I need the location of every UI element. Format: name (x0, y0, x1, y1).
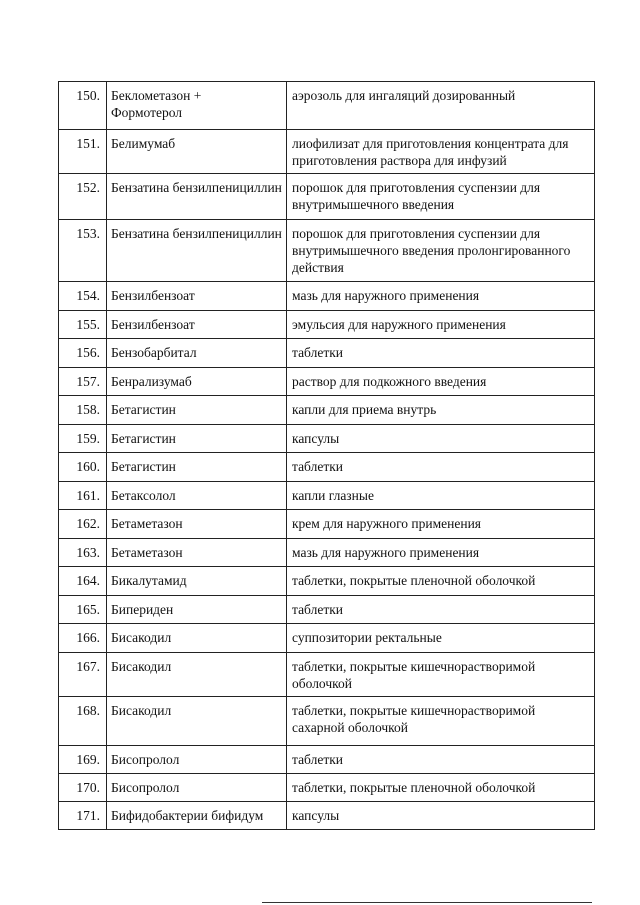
row-number: 167. (59, 653, 107, 697)
table-row (59, 311, 595, 339)
dosage-form: капсулы (287, 802, 595, 830)
table-row (59, 282, 595, 311)
row-number: 152. (59, 174, 107, 220)
drug-name: Бикалутамид (107, 567, 287, 596)
row-number: 169. (59, 746, 107, 774)
row-number: 163. (59, 539, 107, 567)
dosage-form: мазь для наружного применения (287, 282, 595, 311)
row-number: 151. (59, 130, 107, 174)
table-row (59, 220, 595, 282)
drug-name: Бензилбензоат (107, 311, 287, 339)
table-row (59, 482, 595, 510)
drug-name: Бисакодил (107, 624, 287, 653)
table-row (59, 396, 595, 425)
dosage-form: таблетки (287, 596, 595, 624)
dosage-form: порошок для приготовления суспензии для внутримышечного введения (287, 174, 595, 220)
drug-name: Белимумаб (107, 130, 287, 174)
drug-name: Беклометазон + Формотерол (107, 82, 287, 130)
row-number: 160. (59, 453, 107, 482)
table-row (59, 453, 595, 482)
drug-name: Бензилбензоат (107, 282, 287, 311)
row-number: 170. (59, 774, 107, 802)
drug-name: Бетагистин (107, 453, 287, 482)
dosage-form: раствор для подкожного введения (287, 368, 595, 396)
drug-name: Бетагистин (107, 396, 287, 425)
row-number: 162. (59, 510, 107, 539)
row-number: 165. (59, 596, 107, 624)
drug-name: Бисопролол (107, 746, 287, 774)
row-number: 156. (59, 339, 107, 368)
row-number: 154. (59, 282, 107, 311)
table-row (59, 774, 595, 802)
row-number: 158. (59, 396, 107, 425)
drug-name: Бетаметазон (107, 510, 287, 539)
dosage-form: эмульсия для наружного применения (287, 311, 595, 339)
dosage-form: лиофилизат для приготовления концентрата для приготовления раствора для инфузий (287, 130, 595, 174)
row-number: 157. (59, 368, 107, 396)
dosage-form: суппозитории ректальные (287, 624, 595, 653)
table-row (59, 130, 595, 174)
table-row (59, 510, 595, 539)
row-number: 159. (59, 425, 107, 453)
drug-name: Бетаметазон (107, 539, 287, 567)
dosage-form: капсулы (287, 425, 595, 453)
row-number: 150. (59, 82, 107, 130)
drug-name: Бисакодил (107, 653, 287, 697)
row-number: 171. (59, 802, 107, 830)
drug-name: Бетаксолол (107, 482, 287, 510)
footer-rule (262, 902, 592, 903)
table-row (59, 697, 595, 746)
drug-name: Бисакодил (107, 697, 287, 746)
dosage-form: таблетки (287, 453, 595, 482)
row-number: 153. (59, 220, 107, 282)
dosage-form: мазь для наружного применения (287, 539, 595, 567)
drug-name: Бисопролол (107, 774, 287, 802)
dosage-form: таблетки (287, 339, 595, 368)
dosage-form: таблетки, покрытые кишечнорастворимой оболочкой (287, 653, 595, 697)
table-row (59, 653, 595, 697)
table-row (59, 539, 595, 567)
table-row (59, 82, 595, 130)
drug-name: Бензатина бензилпенициллин (107, 174, 287, 220)
drug-name: Бензобарбитал (107, 339, 287, 368)
drug-name: Бипериден (107, 596, 287, 624)
dosage-form: крем для наружного применения (287, 510, 595, 539)
table-row (59, 596, 595, 624)
table-row (59, 368, 595, 396)
dosage-form: таблетки (287, 746, 595, 774)
dosage-form: таблетки, покрытые пленочной оболочкой (287, 774, 595, 802)
drug-list-body (59, 82, 595, 830)
dosage-form: аэрозоль для ингаляций дозированный (287, 82, 595, 130)
dosage-form: порошок для приготовления суспензии для внутримышечного введения пролонгированного действия (287, 220, 595, 282)
table-row (59, 746, 595, 774)
table-row (59, 624, 595, 653)
drug-name: Бензатина бензилпенициллин (107, 220, 287, 282)
row-number: 164. (59, 567, 107, 596)
row-number: 161. (59, 482, 107, 510)
dosage-form: капли для приема внутрь (287, 396, 595, 425)
table-row (59, 567, 595, 596)
row-number: 166. (59, 624, 107, 653)
dosage-form: таблетки, покрытые пленочной оболочкой (287, 567, 595, 596)
row-number: 155. (59, 311, 107, 339)
drug-list-table (58, 81, 595, 830)
dosage-form: капли глазные (287, 482, 595, 510)
drug-name: Бетагистин (107, 425, 287, 453)
table-row (59, 174, 595, 220)
table-row (59, 425, 595, 453)
drug-name: Бифидобактерии бифидум (107, 802, 287, 830)
dosage-form: таблетки, покрытые кишечнорастворимой сахарной оболочкой (287, 697, 595, 746)
table-row (59, 802, 595, 830)
table-row (59, 339, 595, 368)
row-number: 168. (59, 697, 107, 746)
drug-name: Бенрализумаб (107, 368, 287, 396)
